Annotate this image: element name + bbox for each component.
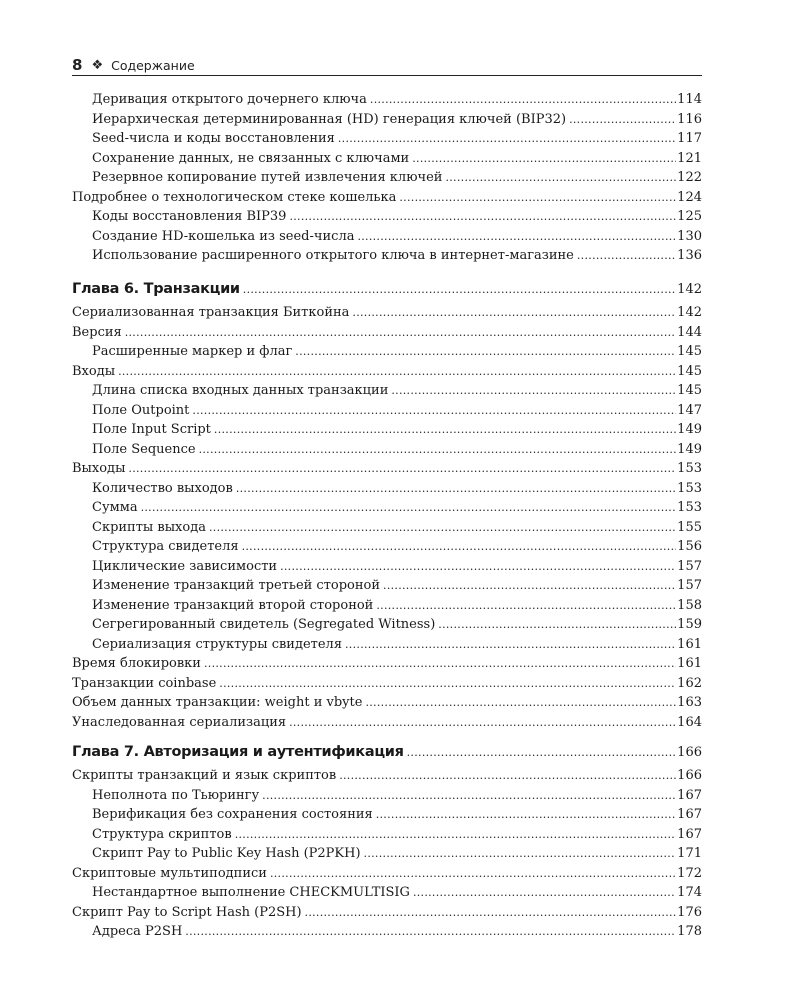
entry-page-number: 164 (677, 714, 702, 730)
entry-title: Время блокировки (72, 656, 201, 671)
dot-leader (204, 656, 676, 671)
entry-page-number: 156 (677, 539, 702, 554)
dot-leader (365, 695, 676, 710)
entry-page-number: 162 (677, 675, 702, 691)
entry-page-number: 167 (677, 787, 702, 803)
entry-page-number: 136 (677, 248, 702, 263)
entry-title: Скрипт Pay to Script Hash (P2SH) (72, 904, 302, 920)
entry-page-number: 145 (677, 344, 702, 359)
dot-leader (118, 364, 676, 379)
toc-subentry[interactable] (72, 229, 702, 249)
dot-leader (376, 598, 676, 613)
entry-page-number: 158 (677, 597, 702, 613)
toc-entry[interactable] (72, 305, 702, 325)
entry-title: Скрипт Pay to Public Key Hash (P2PKH) (92, 846, 361, 861)
dot-leader (199, 442, 677, 457)
dot-leader (219, 676, 676, 691)
dot-leader (569, 112, 676, 127)
toc-subentry[interactable] (72, 598, 702, 618)
chapter-title: Глава 6. Транзакции (72, 281, 240, 297)
dot-leader (141, 500, 677, 515)
dot-leader (214, 422, 676, 437)
entry-page-number: 122 (677, 170, 702, 185)
dot-leader (243, 282, 676, 297)
dot-leader (399, 190, 676, 205)
entry-page-number: 142 (677, 282, 702, 297)
entry-title: Деривация открытого дочернего ключа (92, 92, 367, 107)
chapter-title: Глава 7. Авторизация и аутентификация (72, 744, 404, 760)
dot-leader (235, 827, 676, 842)
dot-leader (391, 383, 676, 398)
toc-subentry[interactable] (72, 788, 702, 808)
toc-entry[interactable] (72, 715, 702, 735)
toc-entry[interactable] (72, 866, 702, 886)
entry-title: Адреса P2SH (92, 924, 183, 939)
toc-entry[interactable] (72, 676, 702, 696)
entry-page-number: 157 (677, 558, 702, 574)
entry-title: Создание HD-кошелька из seed-числа (92, 228, 355, 244)
entry-page-number: 159 (677, 617, 702, 632)
entry-title: Версия (72, 324, 122, 340)
entry-title: Структура свидетеля (92, 539, 239, 554)
entry-page-number: 155 (677, 519, 702, 535)
toc-subentry[interactable] (72, 559, 702, 579)
entry-page-number: 153 (677, 480, 702, 496)
toc-chapter-7 (72, 744, 702, 944)
entry-title: Поле Sequence (92, 441, 196, 457)
toc-subentry[interactable] (72, 344, 702, 364)
page-number: 8 (72, 56, 83, 74)
toc-subentry[interactable] (72, 617, 702, 637)
toc-subentry[interactable] (72, 846, 702, 866)
toc-subentry[interactable] (72, 170, 702, 190)
dot-leader (295, 344, 676, 359)
toc-subentry[interactable] (72, 924, 702, 944)
entry-page-number: 153 (677, 500, 702, 515)
running-header (72, 55, 702, 76)
dot-leader (242, 539, 677, 554)
dot-leader (352, 305, 676, 320)
entry-title: Поле Input Script (92, 422, 211, 437)
toc-chapter-6 (72, 281, 702, 734)
entry-title: Поле Outpoint (92, 402, 190, 418)
entry-title: Сериализация структуры свидетеля (92, 636, 343, 652)
toc-subentry[interactable] (72, 92, 702, 112)
entry-page-number: 121 (677, 150, 702, 166)
dot-leader (577, 248, 676, 263)
dot-leader (270, 866, 676, 881)
entry-title: Коды восстановления BIP39 (92, 209, 287, 224)
dot-leader (185, 924, 676, 939)
dot-leader (413, 885, 676, 900)
entry-page-number: 149 (677, 422, 702, 437)
entry-title: Верификация без сохранения состояния (92, 807, 373, 822)
dot-leader (445, 170, 676, 185)
dot-leader (383, 578, 676, 593)
entry-page-number: 145 (677, 383, 702, 398)
entry-page-number: 157 (677, 578, 702, 593)
toc-entry[interactable] (72, 905, 702, 925)
entry-title: Длина списка входных данных транзакции (92, 383, 389, 398)
toc-subentry[interactable] (72, 209, 702, 229)
entry-title: Сумма (92, 500, 138, 515)
toc-subentry[interactable] (72, 151, 702, 171)
toc-entry[interactable] (72, 190, 702, 210)
toc-subentry[interactable] (72, 112, 702, 132)
dot-leader (412, 151, 676, 166)
entry-title: Использование расширенного открытого ключа в интернет-магазине (92, 248, 574, 263)
toc-entry[interactable] (72, 364, 702, 384)
entry-page-number: 142 (677, 305, 702, 320)
entry-title: Скрипты выхода (92, 519, 206, 535)
entry-title: Изменение транзакций третьей стороной (92, 578, 381, 593)
entry-page-number: 117 (677, 131, 702, 146)
toc-entry[interactable] (72, 768, 702, 788)
entry-title: Циклические зависимости (92, 558, 278, 574)
dot-leader (345, 637, 676, 652)
entry-title: Входы (72, 363, 116, 379)
toc-subentry[interactable] (72, 500, 702, 520)
dot-leader (280, 559, 676, 574)
dot-leader (289, 209, 676, 224)
toc-subentry[interactable] (72, 403, 702, 423)
entry-title: Транзакции coinbase (72, 675, 217, 691)
entry-page-number: 130 (677, 228, 702, 244)
dot-leader (338, 131, 676, 146)
dot-leader (128, 461, 676, 476)
entry-page-number: 174 (677, 885, 702, 900)
entry-page-number: 114 (677, 92, 702, 107)
toc-subentry[interactable] (72, 131, 702, 151)
entry-page-number: 178 (677, 924, 702, 939)
toc-entry[interactable] (72, 656, 702, 676)
toc-entry[interactable] (72, 325, 702, 345)
entry-page-number: 116 (677, 111, 702, 127)
entry-page-number: 171 (677, 846, 702, 861)
entry-title: Унаследованная сериализация (72, 714, 287, 730)
entry-page-number: 161 (677, 636, 702, 652)
entry-title: Сериализованная транзакция Биткойна (72, 305, 350, 320)
entry-page-number: 125 (677, 209, 702, 224)
entry-page-number: 167 (677, 826, 702, 842)
dot-leader (438, 617, 676, 632)
toc-subentry[interactable] (72, 442, 702, 462)
toc-subentry[interactable] (72, 383, 702, 403)
entry-title: Неполнота по Тьюрингу (92, 787, 260, 803)
entry-title: Подробнее о технологическом стеке кошелька (72, 189, 397, 205)
entry-page-number: 153 (677, 461, 702, 476)
entry-page-number: 145 (677, 363, 702, 379)
entry-page-number: 166 (677, 768, 702, 783)
toc-subentry[interactable] (72, 807, 702, 827)
entry-title: Структура скриптов (92, 826, 232, 842)
dot-leader (407, 745, 677, 760)
entry-page-number: 167 (677, 807, 702, 822)
entry-title: Объем данных транзакции: weight и vbyte (72, 695, 363, 710)
toc-block-continued (72, 92, 702, 268)
dot-leader (339, 768, 676, 783)
toc-subentry[interactable] (72, 885, 702, 905)
entry-page-number: 176 (677, 904, 702, 920)
entry-title: Изменение транзакций второй стороной (92, 597, 374, 613)
toc-subentry[interactable] (72, 539, 702, 559)
dot-leader (236, 481, 676, 496)
entry-page-number: 172 (677, 865, 702, 881)
entry-title: Нестандартное выполнение CHECKMULTISIG (92, 885, 410, 900)
dot-leader (305, 905, 677, 920)
entry-title: Seed-числа и коды восстановления (92, 131, 335, 146)
entry-title: Выходы (72, 461, 126, 476)
toc-subentry[interactable] (72, 827, 702, 847)
dot-leader (192, 403, 676, 418)
entry-page-number: 149 (677, 441, 702, 457)
entry-page-number: 163 (677, 695, 702, 710)
entry-title: Расширенные маркер и флаг (92, 344, 293, 359)
header-title: Содержание (111, 57, 195, 73)
dot-leader (376, 807, 676, 822)
entry-title: Иерархическая детерминированная (HD) генерация ключей (BIP32) (92, 111, 567, 127)
entry-page-number: 161 (677, 656, 702, 671)
entry-page-number: 166 (677, 745, 702, 760)
toc-subentry[interactable] (72, 248, 702, 268)
toc-subentry[interactable] (72, 578, 702, 598)
dot-leader (209, 520, 676, 535)
toc-subentry[interactable] (72, 520, 702, 540)
entry-title: Скрипты транзакций и язык скриптов (72, 768, 337, 783)
chapter-heading[interactable] (72, 744, 702, 768)
dot-leader (289, 715, 676, 730)
dot-leader (357, 229, 676, 244)
toc-subentry[interactable] (72, 481, 702, 501)
entry-title: Сегрегированный свидетель (Segregated Witness) (92, 617, 436, 632)
toc-entry[interactable] (72, 461, 702, 481)
toc-subentry[interactable] (72, 422, 702, 442)
entry-title: Скриптовые мультиподписи (72, 865, 267, 881)
dot-leader (262, 788, 676, 803)
ornament-icon: ❖ (91, 57, 104, 73)
dot-leader (370, 92, 676, 107)
entry-title: Количество выходов (92, 480, 233, 496)
dot-leader (364, 846, 677, 861)
toc-entry[interactable] (72, 695, 702, 715)
entry-page-number: 124 (677, 189, 702, 205)
entry-page-number: 147 (677, 402, 702, 418)
chapter-heading[interactable] (72, 281, 702, 305)
toc-subentry[interactable] (72, 637, 702, 657)
entry-page-number: 144 (677, 324, 702, 340)
entry-title: Сохранение данных, не связанных с ключами (92, 150, 410, 166)
entry-title: Резервное копирование путей извлечения ключей (92, 170, 443, 185)
dot-leader (125, 325, 676, 340)
